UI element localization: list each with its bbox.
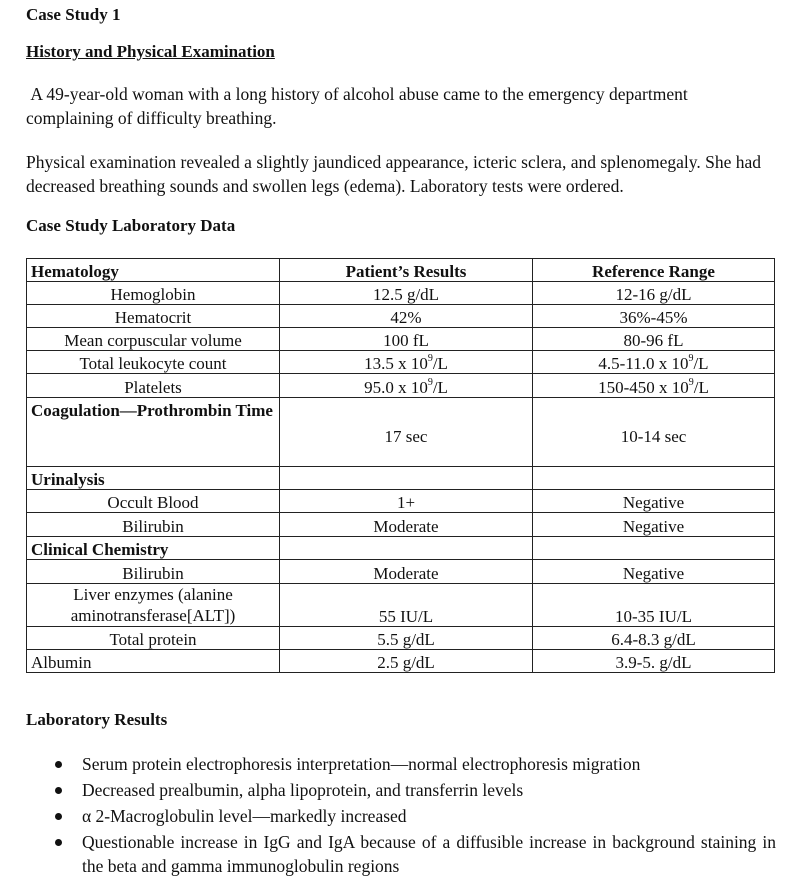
test-name: Occult Blood (27, 490, 280, 513)
exam-paragraph: Physical examination revealed a slightly jaundiced appearance, icteric sclera, and splenomegaly. She had decreased breathing sounds and swollen legs (edema). Laboratory tests were ordered. (26, 152, 762, 196)
table-row (27, 560, 775, 584)
test-reference: 80-96 fL (533, 328, 775, 351)
coagulation-label: Coagulation—Prothrombin Time (27, 398, 280, 467)
reference-range-header: Reference Range (533, 259, 775, 282)
test-reference: 150-450 x $10^9/L$ (533, 374, 775, 398)
test-result: 5.5 g/dL (280, 627, 533, 650)
test-result: 2.5 g/dL (280, 650, 533, 673)
test-reference: Negative (533, 513, 775, 537)
list-item: Questionable increase in IgG and IgA because of a diffusible increase in background staining in the beta and gamma immunoglobulin regions (26, 830, 776, 878)
history-heading: History and Physical Examination (26, 42, 275, 61)
history-paragraph (26, 82, 778, 130)
lab-data-heading: Case Study Laboratory Data (26, 216, 236, 235)
test-result: 13.5 x $10^9/L$ (280, 351, 533, 374)
test-result: 12.5 g/dL (280, 282, 533, 305)
table-header-row (27, 259, 775, 282)
table-row (27, 328, 775, 351)
bullet-icon (55, 839, 62, 846)
table-row (27, 627, 775, 650)
urinalysis-header: Urinalysis (27, 467, 280, 490)
bullet-icon (55, 813, 62, 820)
test-result: 55 IU/L (280, 584, 533, 627)
test-result: 42% (280, 305, 533, 328)
table-row (27, 374, 775, 398)
test-name: Liver enzymes (alanine aminotransferase[ALT]) (27, 584, 280, 627)
test-reference: Negative (533, 490, 775, 513)
case-study-title: Case Study 1 (26, 5, 121, 24)
table-row (27, 351, 775, 374)
test-result: Moderate (280, 560, 533, 584)
list-item: Decreased prealbumin, alpha lipoprotein, and transferrin levels (26, 778, 776, 802)
table-row (27, 513, 775, 537)
urinalysis-section-row (27, 467, 775, 490)
test-reference: 36%-45% (533, 305, 775, 328)
table-row (27, 305, 775, 328)
test-reference: 10-35 IU/L (533, 584, 775, 627)
clinical-chemistry-header: Clinical Chemistry (27, 537, 280, 560)
bullet-icon (55, 761, 62, 768)
patient-results-header: Patient’s Results (280, 259, 533, 282)
test-reference: Negative (533, 560, 775, 584)
test-name: Hemoglobin (27, 282, 280, 305)
table-row (27, 490, 775, 513)
test-name: Bilirubin (27, 513, 280, 537)
chemistry-section-row (27, 537, 775, 560)
test-name: Total leukocyte count (27, 351, 280, 374)
test-name: Bilirubin (27, 560, 280, 584)
coagulation-row (27, 398, 775, 467)
history-text: A 49-year-old woman with a long history of alcohol abuse came to the emergency department complaining of difficulty breathing. (26, 84, 688, 128)
test-result: 17 sec (280, 398, 533, 467)
table-row (27, 282, 775, 305)
test-result: 100 fL (280, 328, 533, 351)
table-row (27, 584, 775, 627)
bullet-icon (55, 787, 62, 794)
lab-data-table (26, 258, 775, 673)
test-reference: 6.4-8.3 g/dL (533, 627, 775, 650)
test-name: Albumin (27, 650, 280, 673)
table-row (27, 650, 775, 673)
laboratory-results-list (26, 752, 776, 880)
test-name: Total protein (27, 627, 280, 650)
test-name: Hematocrit (27, 305, 280, 328)
test-reference: 3.9-5. g/dL (533, 650, 775, 673)
test-result: Moderate (280, 513, 533, 537)
list-item: Serum protein electrophoresis interpretation—normal electrophoresis migration (26, 752, 776, 776)
test-name: Platelets (27, 374, 280, 398)
test-result: 1+ (280, 490, 533, 513)
test-result: 95.0 x $10^9/L$ (280, 374, 533, 398)
test-reference: 12-16 g/dL (533, 282, 775, 305)
laboratory-results-heading: Laboratory Results (26, 710, 168, 729)
hematology-header: Hematology (27, 259, 280, 282)
list-item: α 2-Macroglobulin level—markedly increased (26, 804, 776, 828)
test-reference: 10-14 sec (533, 398, 775, 467)
test-name: Mean corpuscular volume (27, 328, 280, 351)
test-reference: 4.5-11.0 x $10^9/L$ (533, 351, 775, 374)
